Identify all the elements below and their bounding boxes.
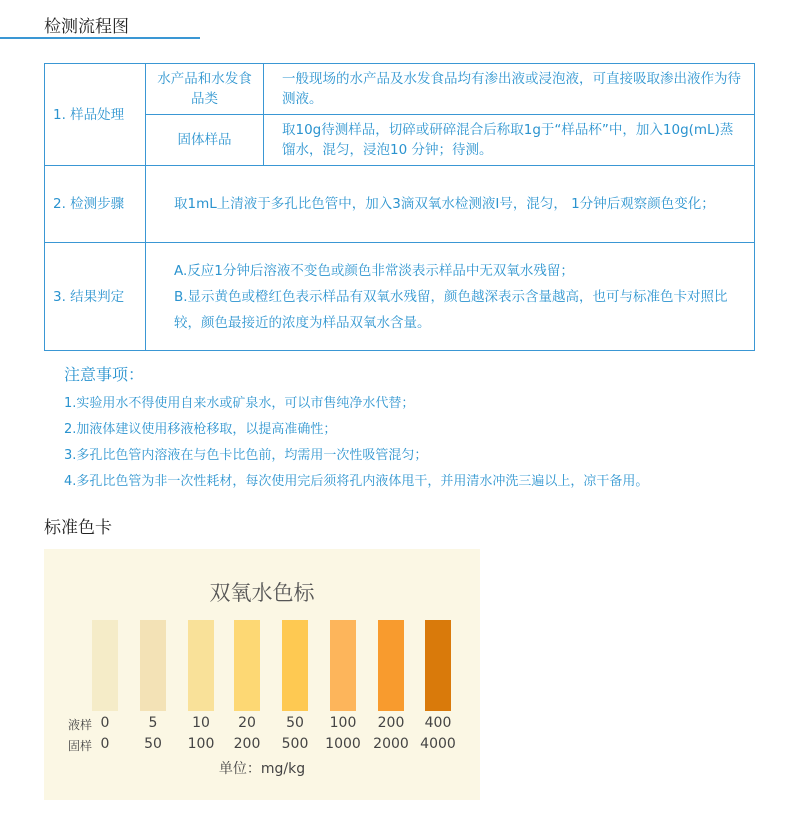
note-item: 3.多孔比色管内溶液在与色卡比色前，均需用一次性吸管混匀； [64,448,428,463]
solid-value: 0 [100,736,110,752]
result-cell [146,243,755,351]
solid-value: 100 [187,736,215,752]
color-card-heading: 双氧水色标 [209,581,315,605]
liquid-value: 200 [377,715,405,731]
table-row [45,115,755,166]
color-swatch [330,620,356,711]
procedure-table [44,63,755,351]
liquid-value: 100 [329,715,357,731]
notes-section [64,362,764,495]
table-row [45,166,755,243]
liquid-value: 0 [100,715,110,731]
liquid-value: 50 [286,715,304,731]
sample-type-cell: 水产品和水发食品类 [146,64,264,115]
sample-type-cell: 固体样品 [146,115,264,166]
liquid-value: 10 [192,715,210,731]
step-label: 2. 检测步骤 [45,166,146,243]
note-item: 2.加液体建议使用移液枪移取，以提高准确性； [64,422,337,437]
color-swatch [425,620,451,711]
color-swatch [282,620,308,711]
note-item: 1.实验用水不得使用自来水或矿泉水，可以市售纯净水代替； [64,396,415,411]
solid-value: 500 [281,736,309,752]
flow-chart-title: 检测流程图 [44,17,129,37]
solid-value: 2000 [373,736,409,752]
color-swatch [378,620,404,711]
table-row [45,64,755,115]
note-item: 4.多孔比色管为非一次性耗材，每次使用完后须将孔内液体甩干，并用清水冲洗三遍以上，凉干备用。 [64,474,649,489]
solid-value: 4000 [420,736,456,752]
unit-label: 单位：mg/kg [218,761,306,777]
step-label: 3. 结果判定 [45,243,146,351]
step-label: 1. 样品处理 [45,64,146,166]
liquid-value: 5 [148,715,158,731]
color-swatch [234,620,260,711]
result-line-b: B.显示黄色或橙红色表示样品有双氧水残留，颜色越深表示含量越高，也可与标准色卡对照比较，颜色最接近的浓度为样品双氧水含量。 [174,288,728,331]
color-swatch [140,620,166,711]
liquid-sample-label: 液样 [68,718,93,732]
notes-title: 注意事项： [64,365,145,384]
liquid-value: 20 [238,715,256,731]
result-line-a: A.反应1分钟后溶液不变色或颜色非常淡表示样品中无双氧水残留； [174,262,574,279]
solid-value: 50 [144,736,162,752]
table-row [45,243,755,351]
solid-value: 1000 [325,736,361,752]
solid-sample-label: 固样 [68,739,93,753]
color-swatch [92,620,118,711]
liquid-value: 400 [424,715,452,731]
color-swatch [188,620,214,711]
color-card-title: 标准色卡 [44,518,112,538]
sample-desc-cell: 一般现场的水产品及水发食品均有渗出液或浸泡液，可直接吸取渗出液作为待测液。 [264,64,755,115]
step-desc-cell: 取1mL上清液于多孔比色管中，加入3滴双氧水检测液Ⅰ号，混匀， 1分钟后观察颜色变化； [146,166,755,243]
color-card [44,549,480,800]
sample-desc-cell: 取10g待测样品，切碎或研碎混合后称取1g于“样品杯”中，加入10g(mL)蒸馏水，混匀，浸泡10 分钟；待测。 [264,115,755,166]
solid-value: 200 [233,736,261,752]
title-underline [0,37,200,39]
